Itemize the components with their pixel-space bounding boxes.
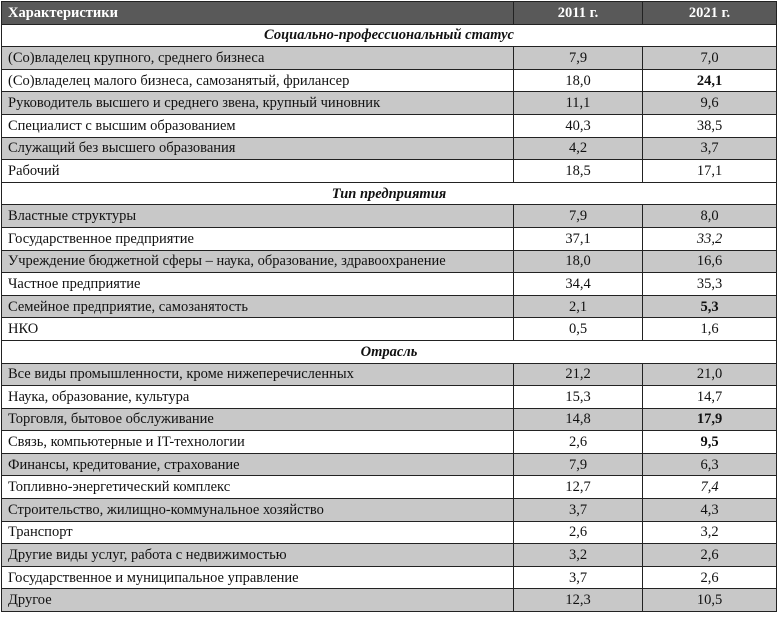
row-label: Рабочий	[2, 160, 514, 183]
table-row	[2, 69, 777, 92]
value-2011: 2,1	[514, 295, 643, 318]
table-row	[2, 476, 777, 499]
value-2011: 2,6	[514, 431, 643, 454]
row-label: Наука, образование, культура	[2, 386, 514, 409]
value-2021: 33,2	[643, 227, 777, 250]
value-2011: 18,5	[514, 160, 643, 183]
row-label: Служащий без высшего образования	[2, 137, 514, 160]
value-2011: 3,7	[514, 499, 643, 522]
section-title: Социально-профессиональный статус	[2, 24, 777, 47]
value-2021: 9,6	[643, 92, 777, 115]
value-2011: 3,7	[514, 566, 643, 589]
value-2011: 21,2	[514, 363, 643, 386]
row-label: Другое	[2, 589, 514, 612]
table-row	[2, 363, 777, 386]
table-row	[2, 47, 777, 70]
row-label: Финансы, кредитование, страхование	[2, 453, 514, 476]
value-2021: 17,1	[643, 160, 777, 183]
value-2011: 15,3	[514, 386, 643, 409]
row-label: Государственное и муниципальное управление	[2, 566, 514, 589]
table-row	[2, 250, 777, 273]
row-label: Строительство, жилищно-коммунальное хозяйство	[2, 499, 514, 522]
value-2021: 14,7	[643, 386, 777, 409]
row-label: Семейное предприятие, самозанятость	[2, 295, 514, 318]
value-2021: 1,6	[643, 318, 777, 341]
table-row	[2, 318, 777, 341]
value-2021: 24,1	[643, 69, 777, 92]
row-label: Другие виды услуг, работа с недвижимостью	[2, 544, 514, 567]
table-row	[2, 273, 777, 296]
row-label: Топливно-энергетический комплекс	[2, 476, 514, 499]
table-row	[2, 205, 777, 228]
value-2011: 40,3	[514, 114, 643, 137]
value-2021: 7,4	[643, 476, 777, 499]
row-label: НКО	[2, 318, 514, 341]
value-2021: 3,2	[643, 521, 777, 544]
value-2021: 16,6	[643, 250, 777, 273]
value-2011: 2,6	[514, 521, 643, 544]
value-2021: 2,6	[643, 566, 777, 589]
value-2011: 12,7	[514, 476, 643, 499]
table-row	[2, 92, 777, 115]
value-2021: 5,3	[643, 295, 777, 318]
row-label: (Со)владелец малого бизнеса, самозанятый, фрилансер	[2, 69, 514, 92]
table-row	[2, 227, 777, 250]
row-label: Связь, компьютерные и IT-технологии	[2, 431, 514, 454]
section-title: Отрасль	[2, 340, 777, 363]
value-2011: 18,0	[514, 69, 643, 92]
characteristics-table	[1, 1, 777, 612]
row-label: Все виды промышленности, кроме нижеперечисленных	[2, 363, 514, 386]
row-label: Транспорт	[2, 521, 514, 544]
value-2021: 21,0	[643, 363, 777, 386]
table-row	[2, 160, 777, 183]
value-2011: 7,9	[514, 47, 643, 70]
table-row	[2, 544, 777, 567]
row-label: Руководитель высшего и среднего звена, крупный чиновник	[2, 92, 514, 115]
table-row	[2, 521, 777, 544]
table-row	[2, 408, 777, 431]
value-2011: 0,5	[514, 318, 643, 341]
value-2011: 4,2	[514, 137, 643, 160]
table-row	[2, 431, 777, 454]
header-2021: 2021 г.	[643, 2, 777, 25]
value-2021: 35,3	[643, 273, 777, 296]
value-2021: 38,5	[643, 114, 777, 137]
table-row	[2, 137, 777, 160]
value-2011: 34,4	[514, 273, 643, 296]
value-2011: 7,9	[514, 453, 643, 476]
row-label: Специалист с высшим образованием	[2, 114, 514, 137]
table-row	[2, 499, 777, 522]
value-2011: 18,0	[514, 250, 643, 273]
table-row	[2, 566, 777, 589]
value-2021: 4,3	[643, 499, 777, 522]
table-header-row	[2, 2, 777, 25]
table-row	[2, 295, 777, 318]
table-body	[2, 24, 777, 611]
row-label: Торговля, бытовое обслуживание	[2, 408, 514, 431]
section-header-row	[2, 24, 777, 47]
section-header-row	[2, 182, 777, 205]
value-2021: 17,9	[643, 408, 777, 431]
table-row	[2, 386, 777, 409]
value-2021: 8,0	[643, 205, 777, 228]
value-2011: 14,8	[514, 408, 643, 431]
value-2011: 3,2	[514, 544, 643, 567]
header-characteristics: Характеристики	[2, 2, 514, 25]
value-2021: 3,7	[643, 137, 777, 160]
table-row	[2, 453, 777, 476]
value-2011: 12,3	[514, 589, 643, 612]
value-2011: 11,1	[514, 92, 643, 115]
table-row	[2, 114, 777, 137]
value-2011: 7,9	[514, 205, 643, 228]
value-2021: 6,3	[643, 453, 777, 476]
value-2021: 7,0	[643, 47, 777, 70]
row-label: Частное предприятие	[2, 273, 514, 296]
row-label: Властные структуры	[2, 205, 514, 228]
table-row	[2, 589, 777, 612]
row-label: Государственное предприятие	[2, 227, 514, 250]
value-2011: 37,1	[514, 227, 643, 250]
row-label: Учреждение бюджетной сферы – наука, образование, здравоохранение	[2, 250, 514, 273]
value-2021: 2,6	[643, 544, 777, 567]
value-2021: 10,5	[643, 589, 777, 612]
row-label: (Со)владелец крупного, среднего бизнеса	[2, 47, 514, 70]
section-header-row	[2, 340, 777, 363]
header-2011: 2011 г.	[514, 2, 643, 25]
section-title: Тип предприятия	[2, 182, 777, 205]
value-2021: 9,5	[643, 431, 777, 454]
